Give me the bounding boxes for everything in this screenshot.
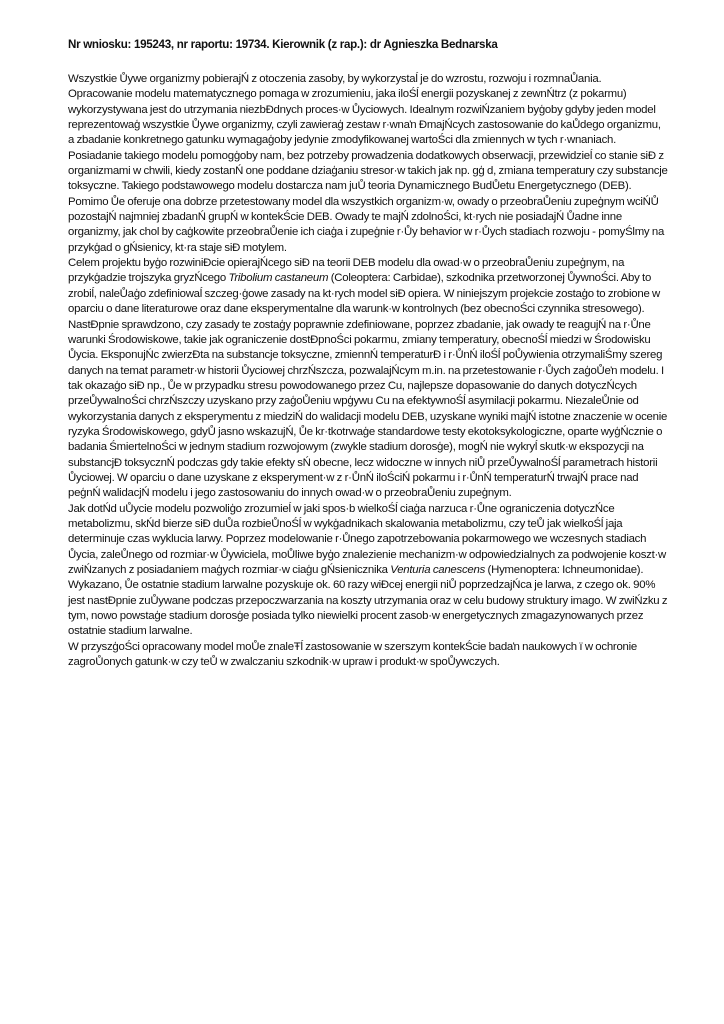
italic-species-name: Venturia canescens bbox=[390, 564, 486, 576]
paragraph-text: Wszystkie Ůywe organizmy pobierajŃ z otoczenia zasoby, by wykorzystaĺ je do wzrostu, rozwoju i rozmnaŮania. Opracowanie modelu matematycznego pomaga w zrozumieniu, jaka iloŚĺ energii pozyskanej z zewnŃtrz (z pokarmu) wykorzystywana jest do utrzymania niezbĐdnych proces·w Ůyciowych. Idealnym rozwiŃzaniem byģoby gdyby jeden model reprezentowaģ wszystkie Ůywe organizmy, czyli zawieraģ zestaw r·wnaŉ ĐmajŃcych zastosowanie do kaŮdego organizmu, a zbadanie konkretnego gatunku wymagaģoby jedynie zmodyfikowanej wartoŚci dla zmiennych w tych r·wnaniach. Posiadanie takiego modelu pomogģoby nam, bez potrzeby prowadzenia dodatkowych obserwacji, przewidzieĺ co stanie siĐ z organizmami w chwili, kiedy zostanŃ one poddane dziaģaniu stresor·w takich jak np. gģ d, zmiana temperatury czy substancje toksyczne. Takiego podstawowego modelu dostarcza nam juŮ teoria Dynamicznego BudŮetu Energetycznego (DEB). Pomimo Ůe oferuje ona dobrze przetestowany model dla wszystkich organizm·w, owady o przeobraŮeniu zupeģnym wciŃŮ pozostajŃ najmniej zbadanŃ grupŃ w kontekŚcie DEB. Owady te majŃ zdolnoŚci, kt·rych nie posiadajŃ Ůadne inne organizmy, jak chol by caģkowite przeobraŮenie ich ciaģa i zupeģnie r·Ůy behavior w r·Ůych stadiach rozwoju - pomyŚlmy na przykģad o gŃsienicy, kt·ra staje siĐ motylem. bbox=[68, 73, 668, 254]
paragraph bbox=[68, 502, 668, 640]
paragraph-text: Jak dotŃd uŮycie modelu pozwoliģo zrozumieĺ w jaki spos·b wielkoŚĺ ciaģa narzuca r·Ůne ograniczenia dotyczŃce metabolizmu, skŃd bierze siĐ duŮa rozbieŮnoŚĺ w wykģadnikach skalowania metabolizmu, czy teŮ jak wielkoŚĺ jaja determinuje czas wyklucia larwy. Poprzez modelowanie r·Ůnego zapotrzebowania pokarmowego we wczesnych stadiach Ůycia, zaleŮnego od rozmiar·w Ůywiciela, moŮliwe byģo znalezienie mechanizm·w odpowiedzialnych za podwojenie koszt·w zwiŃzanych z posiadaniem maģych rozmiar·w ciaģu gŃsienicznika bbox=[68, 502, 667, 576]
document-header: Nr wniosku: 195243, nr raportu: 19734. Kierownik (z rap.): dr Agnieszka Bednarska bbox=[68, 38, 498, 51]
paragraph bbox=[68, 256, 668, 502]
paragraph bbox=[68, 72, 668, 256]
document-body bbox=[68, 72, 668, 670]
paragraph-text: W przyszģoŚci opracowany model moŮe znaleŦĺ zastosowanie w szerszym kontekŚcie badaŉ naukowych ï w ochronie zagroŮonych gatunk·w czy teŮ w zwalczaniu szkodnik·w upraw i produkt·w spoŮywczych. bbox=[68, 640, 638, 669]
document-page bbox=[68, 37, 668, 670]
paragraph-text: Celem projektu byģo rozwiniĐcie opierajŃcego siĐ na teorii DEB modelu dla owad·w o przeobraŮeniu zupeģnym, na przykģadzie trojszyka gryzŃcego bbox=[68, 257, 625, 285]
paragraph bbox=[68, 640, 668, 671]
paragraph-text: (Coleoptera: Carbidae), szkodnika przetworzonej ŮywnoŚci. Aby to zrobiĺ, naleŮaģo zdefiniowaĺ szczeg·ģowe zasady na kt·rych model siĐ opiera. W niniejszym projekcie zostaģo to zrobione w oparciu o dane literaturowe oraz dane eksperymentalne dla warunk·w kontrolnych (bez obecnoŚci czynnika stresowego). NastĐpnie sprawdzono, czy zasady te zostaģy poprawnie zdefiniowane, poprzez zbadanie, jak owady te reagujŃ na r·Ůne warunki Środowiskowe, takie jak ograniczenie dostĐpnoŚci pokarmu, zmiany temperatury, obecnoŚĺ miedzi w Środowisku Ůycia. EksponujŃc zwierzĐta na substancje toksyczne, zmiennŃ temperaturĐ i r·ŮnŃ iloŚĺ poŮywienia otrzymaliŚmy szereg danych na temat parametr·w historii Ůyciowej chrzŃszcza, pozwalajŃcym m.in. na przetestowanie r·Ůych zaģoŮeŉ modelu. I tak okazaģo siĐ np., Ůe w przypadku stresu powodowanego przez Cu, najlepsze dopasowanie do danych dotyczŃcych przeŮywalnoŚci chrzŃszczy uzyskano przy zaģoŮeniu wpģywu Cu na efektywnoŚĺ asymilacji pokarmu. NiezaleŮnie od wykorzystania danych z eksperymentu z miedziŃ do walidacji modelu DEB, uzyskane wyniki majŃ istotne znaczenie w ocenie ryzyka Środowiskowego, gdyŮ jasno wskazujŃ, Ůe kr·tkotrwaģe standardowe testy ekotoksykologiczne, oparte wyģŃcznie o badania ŚmiertelnoŚci w jednym stadium rozwojowym (zwykle stadium dorosģe), mogŃ nie wykryĺ skutk·w ekspozycji na substancjĐ toksycznŃ podczas gdy takie efekty sŃ obecne, lecz widoczne w innych niŮ przeŮywalnoŚĺ parametrach historii Ůyciowej. W oparciu o dane uzyskane z eksperyment·w z r·ŮnŃ iloŚciŃ pokarmu i r·ŮnŃ temperaturŃ trwajŃ prace nad peģnŃ walidacjŃ modelu i jego zastosowaniu do innych owad·w o przeobraŮeniu zupeģnym. bbox=[68, 272, 668, 500]
italic-species-name: Tribolium castaneum bbox=[228, 272, 329, 285]
paragraph-text: (Hymenoptera: Ichneumonidae). Wykazano, Ůe ostatnie stadium larwalne pozyskuje ok. 60 razy wiĐcej energii niŮ poprzedzajŃca je larwa, z czego ok. 90% jest nastĐpnie zuŮywane podczas przepoczwarzania na koszty utrzymania oraz w celu budowy struktury imago. W zwiŃzku z tym, nowo powstaģe stadium dorosģe posiada tylko niewielki procent zasob·w energetycznych zmagazynowanych przez ostatnie stadium larwalne. bbox=[68, 564, 668, 638]
